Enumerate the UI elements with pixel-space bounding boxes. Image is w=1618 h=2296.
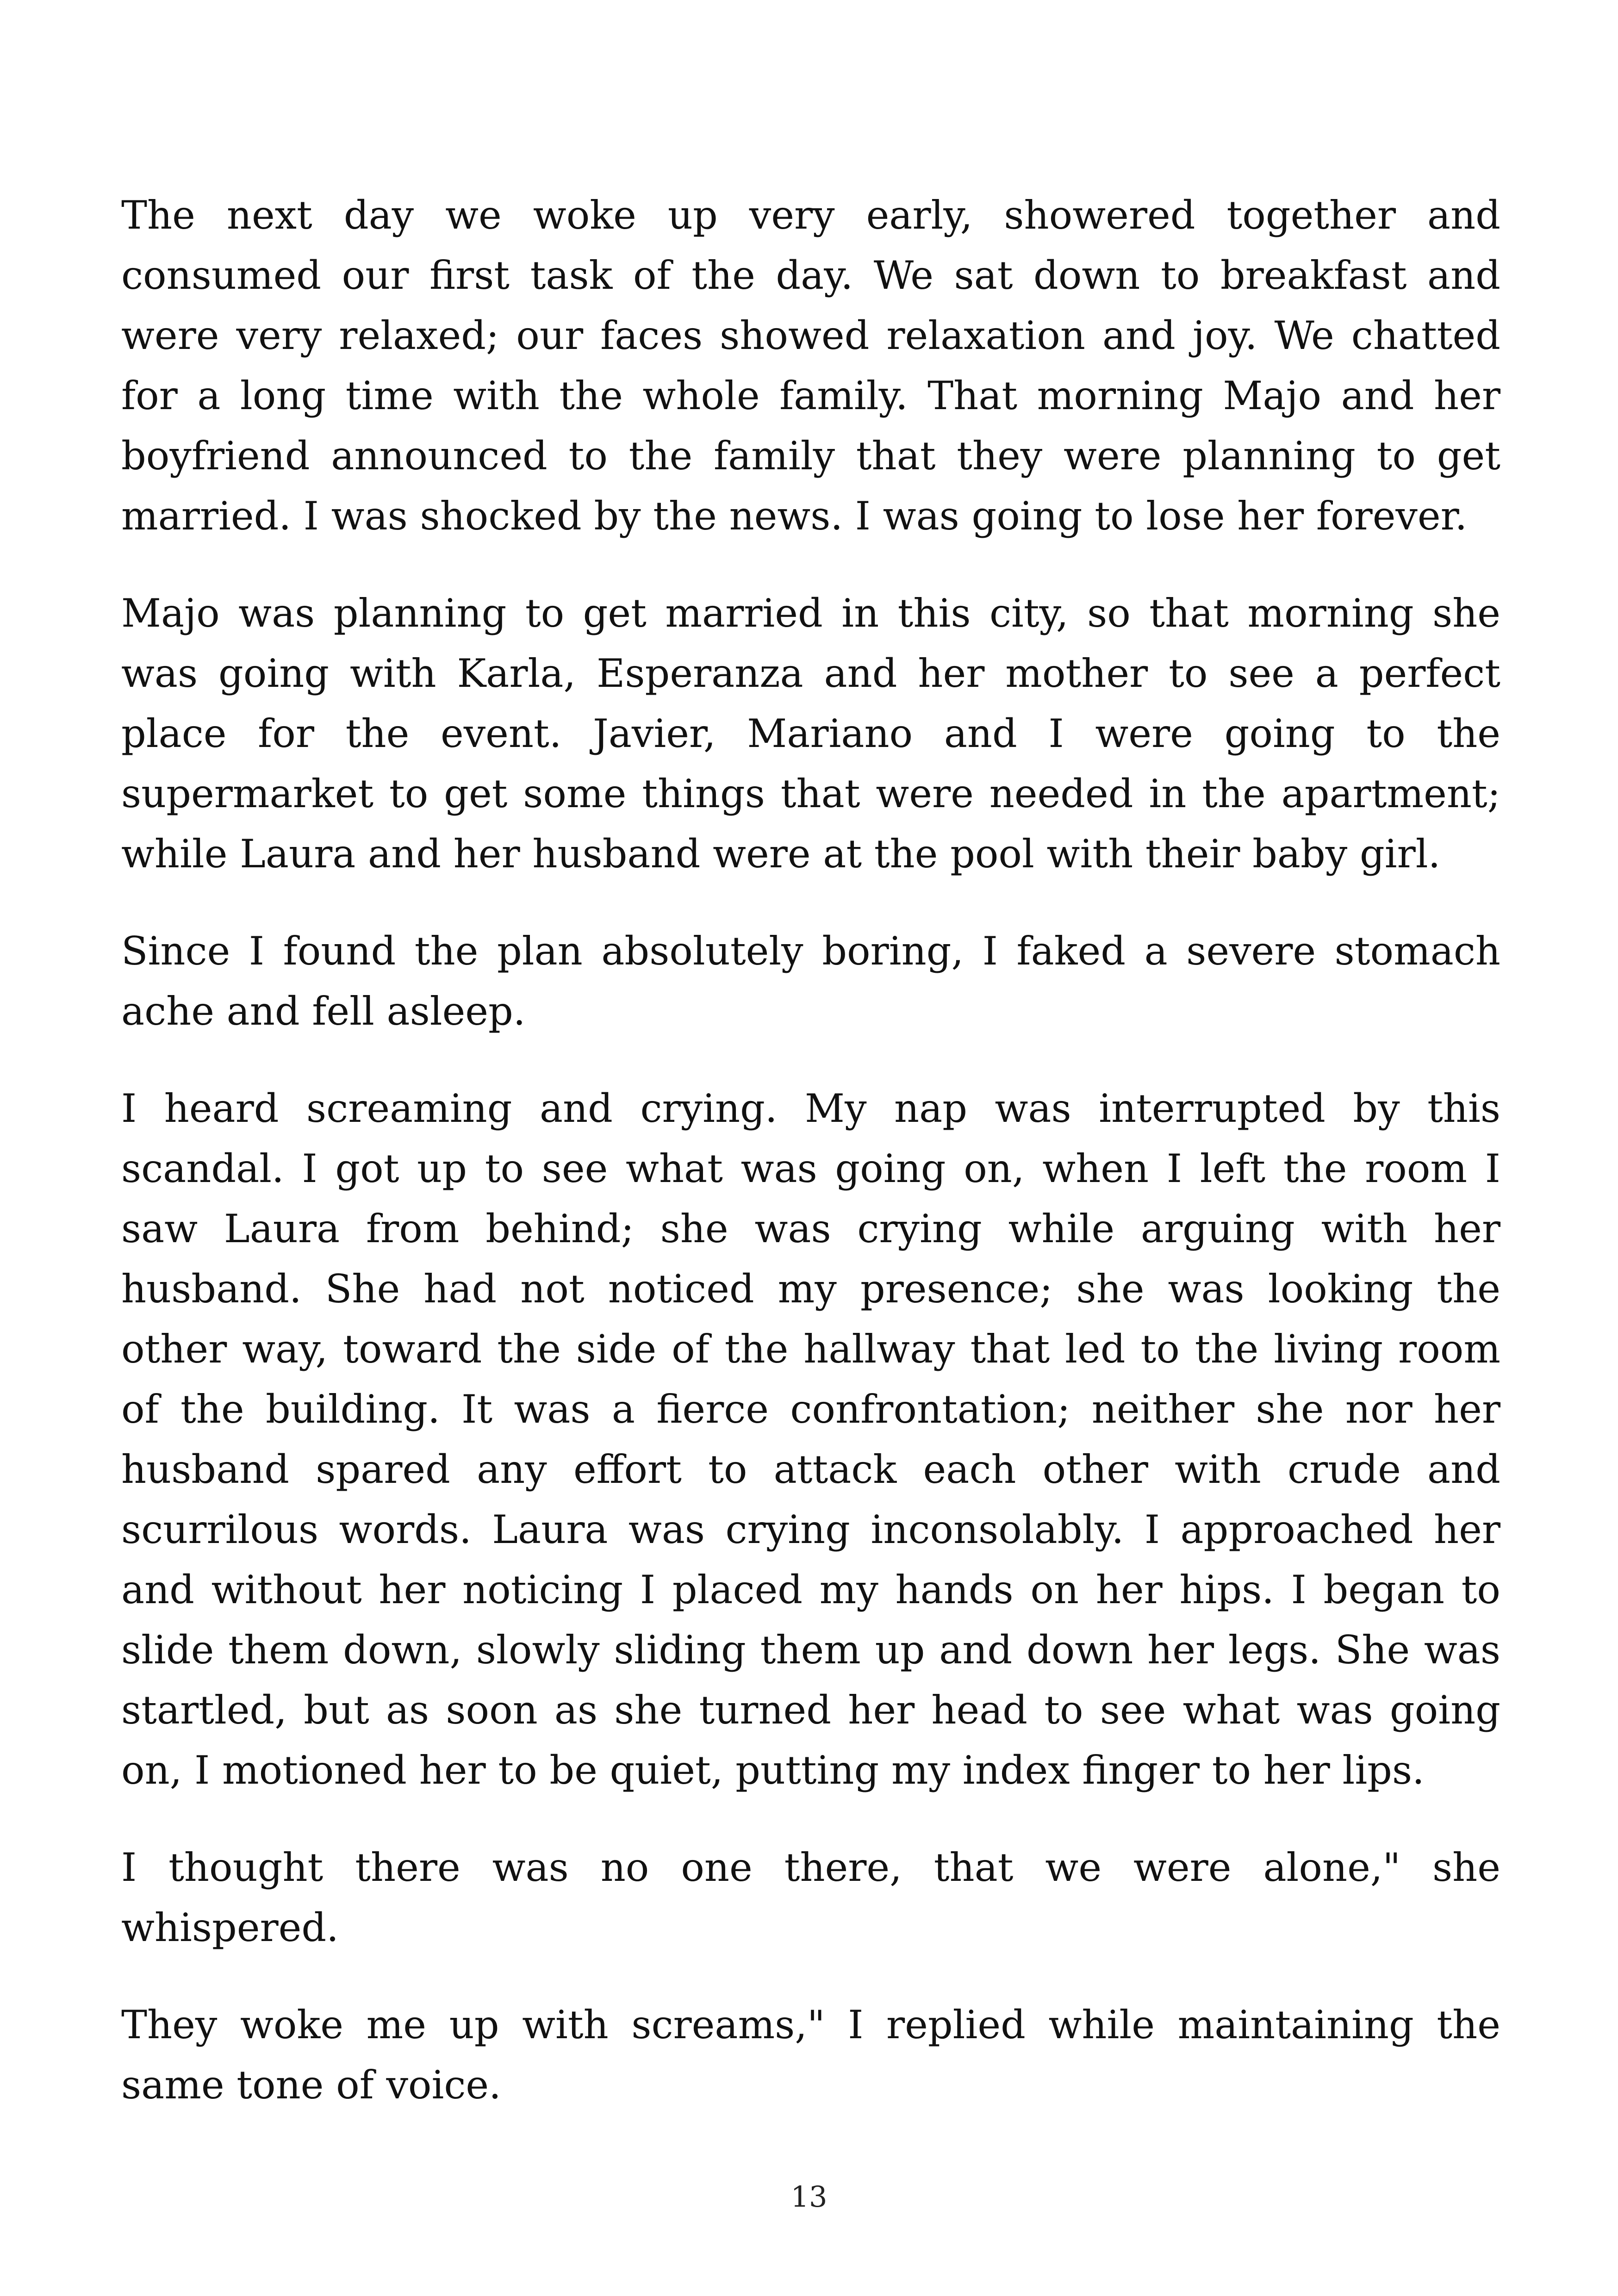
paragraph: I thought there was no one there, that we were alone," she whispered. <box>121 1845 1500 1950</box>
paragraph: The next day we woke up very early, showered together and consumed our first task of the day. We sat down to breakfast and were very relaxed; our faces showed relaxation and joy. We chatted for a long time with the whole family. That morning Majo and her boyfriend announced to the family that they were planning to get married. I was shocked by the news. I was going to lose her forever. <box>121 193 1500 539</box>
paragraph: Majo was planning to get married in this city, so that morning she was going with Karla, Esperanza and her mother to see a perfect place for the event. Javier, Mariano and I were going to the supermarket to get some things that were needed in the apartment; while Laura and her husband were at the pool with their baby girl. <box>121 591 1500 877</box>
paragraph: They woke me up with screams," I replied while maintaining the same tone of voice. <box>121 2002 1500 2108</box>
paragraph: Since I found the plan absolutely boring, I faked a severe stomach ache and fell asleep. <box>121 928 1500 1034</box>
body-text <box>121 185 1500 2152</box>
page-number: 13 <box>790 2180 828 2214</box>
paragraph: I heard screaming and crying. My nap was interrupted by this scandal. I got up to see what was going on, when I left the room I saw Laura from behind; she was crying while arguing with her husband. She had not noticed my presence; she was looking the other way, toward the side of the hallway that led to the living room of the building. It was a fierce confrontation; neither she nor her husband spared any effort to attack each other with crude and scurrilous words. Laura was crying inconsolably. I approached her and without her noticing I placed my hands on her hips. I began to slide them down, slowly sliding them up and down her legs. She was startled, but as soon as she turned her head to see what was going on, I motioned her to be quiet, putting my index finger to her lips. <box>121 1086 1500 1793</box>
